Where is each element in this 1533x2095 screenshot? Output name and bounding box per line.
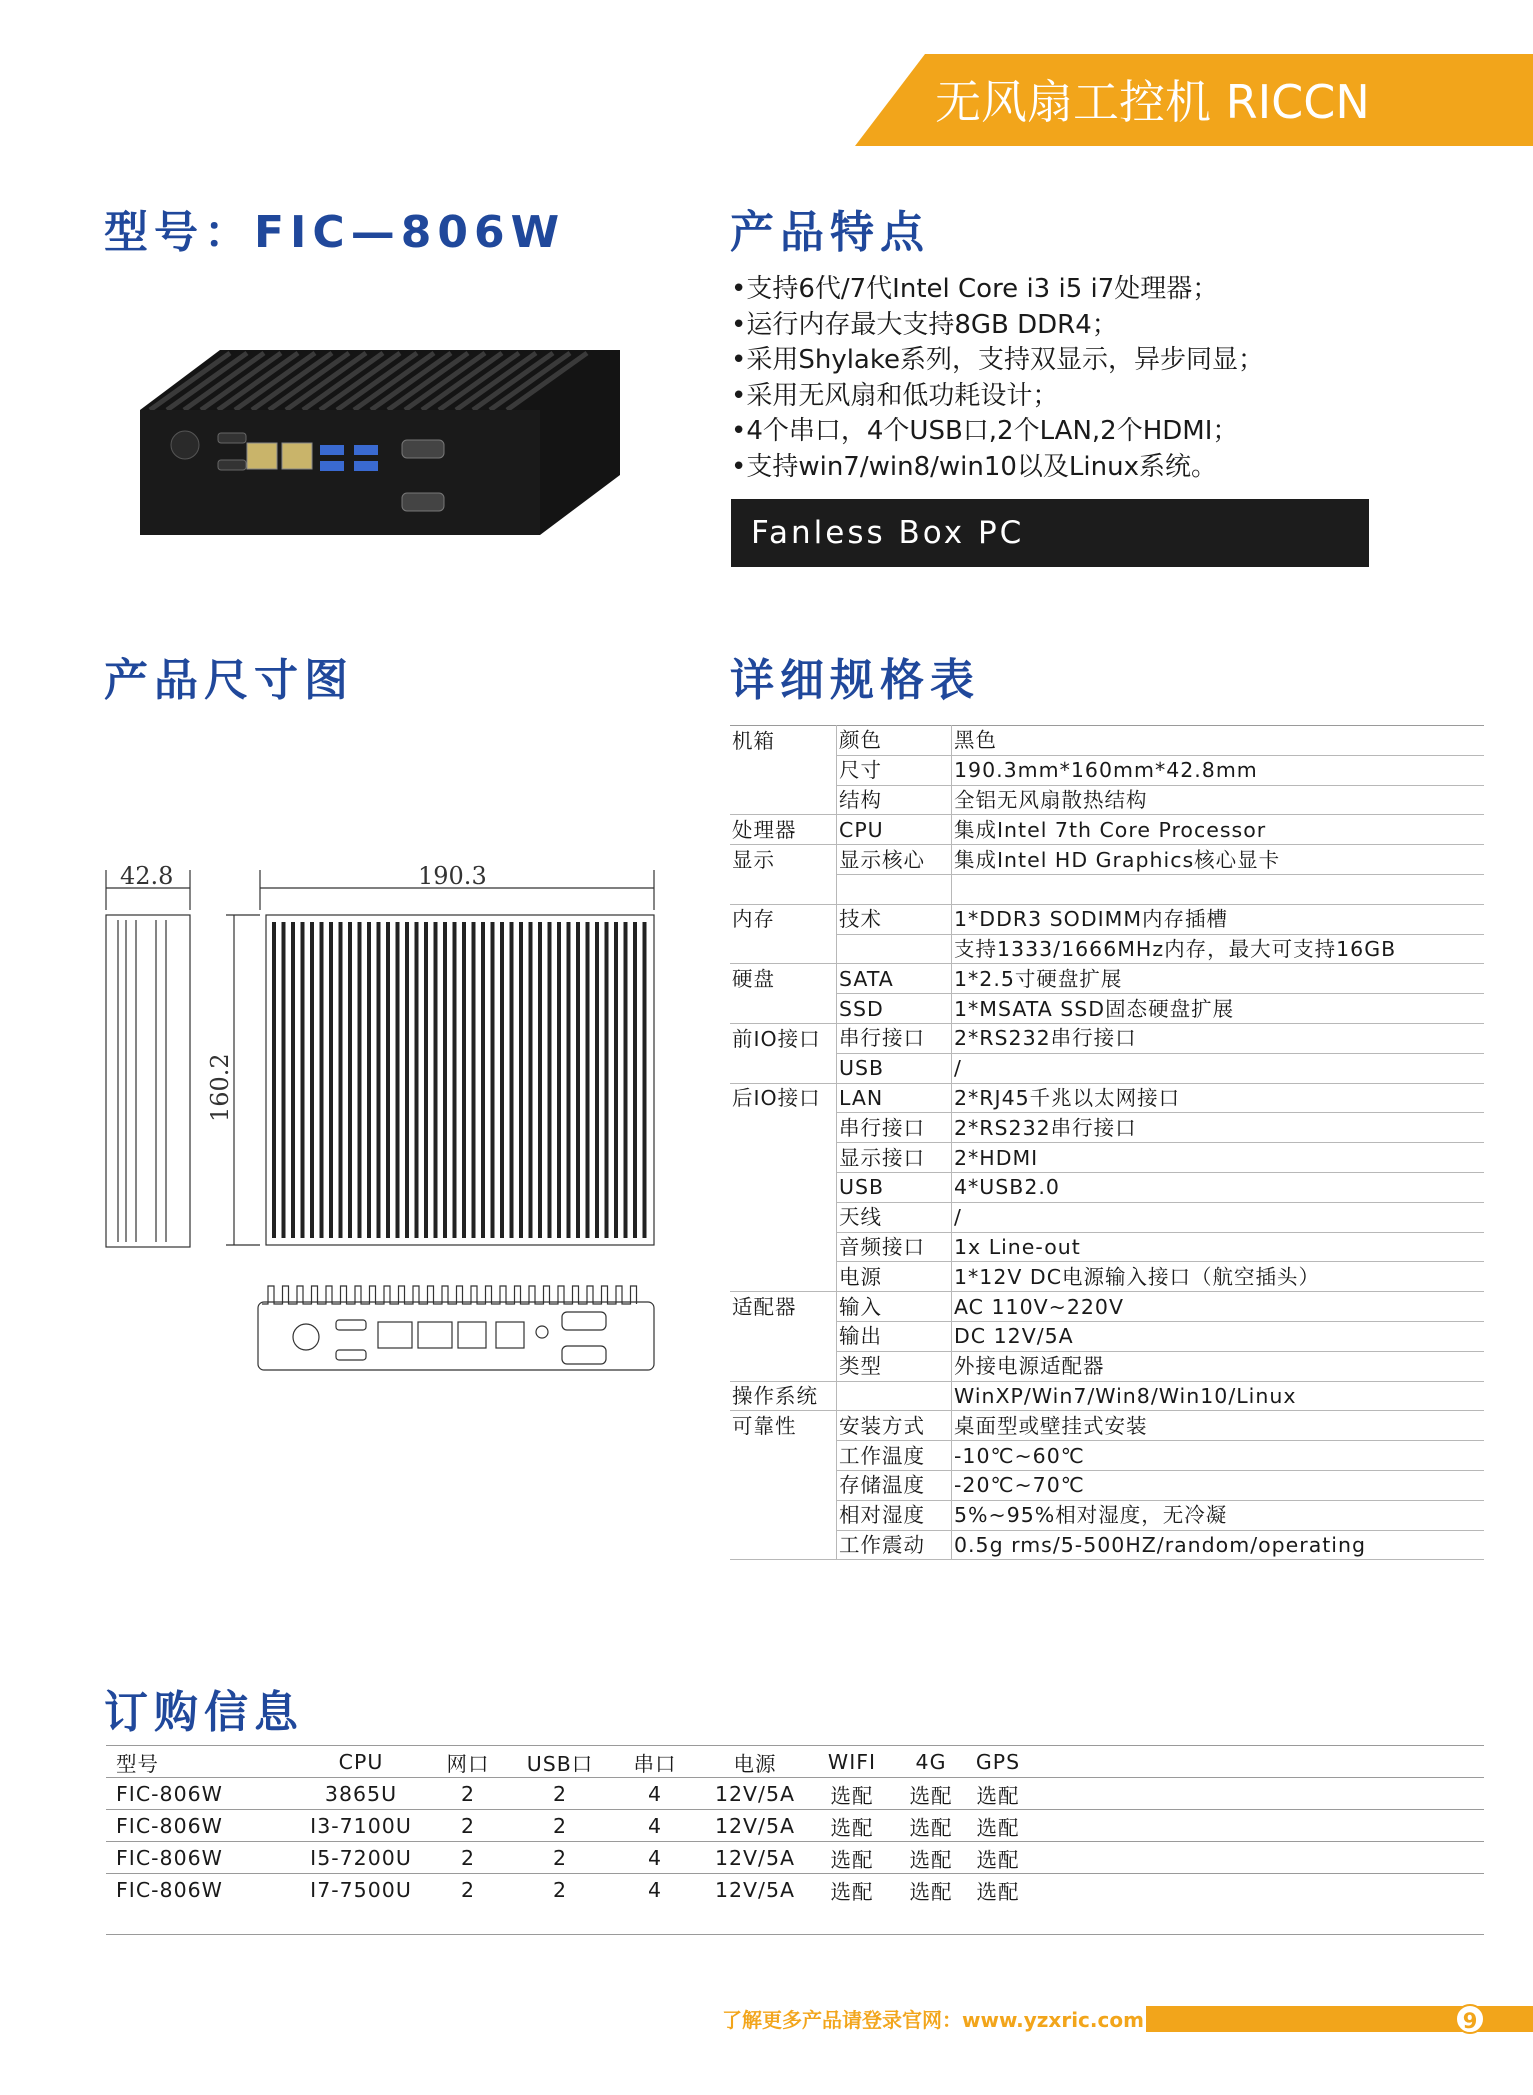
dimension-heading: 产品尺寸图 — [104, 655, 354, 706]
order-row — [106, 1842, 1484, 1874]
spec-item — [837, 934, 952, 964]
spec-item: 音频接口 — [837, 1232, 952, 1262]
order-cell: 2 — [460, 1877, 476, 1902]
order-cell: 选配 — [909, 1879, 953, 1904]
order-row — [106, 1874, 1484, 1906]
product-photo — [140, 345, 620, 535]
order-cell: 选配 — [968, 1842, 1028, 1874]
spec-value: 2*HDMI — [952, 1143, 1485, 1173]
spec-item: USB — [837, 1172, 952, 1202]
spec-item — [837, 1381, 952, 1411]
order-cell: 2 — [552, 1877, 568, 1902]
order-cell: FIC-806W — [106, 1778, 296, 1810]
order-cell: 3865U — [296, 1778, 426, 1810]
feature-item: •支持win7/win8/win10以及Linux系统。 — [731, 451, 1217, 482]
spec-category: 机箱 — [730, 726, 837, 756]
spec-row — [730, 1202, 1484, 1232]
spec-item: LAN — [837, 1083, 952, 1113]
order-header-cell: 网口 — [426, 1746, 510, 1778]
spec-value: DC 12V/5A — [952, 1321, 1485, 1351]
order-header-cell: 串口 — [610, 1746, 700, 1778]
spec-row — [730, 1411, 1484, 1441]
fin-line — [586, 922, 590, 1238]
spec-row — [730, 1232, 1484, 1262]
spec-category — [730, 1262, 837, 1292]
order-cell: 选配 — [976, 1879, 1020, 1904]
spec-category — [730, 1470, 837, 1500]
spec-category — [730, 1172, 837, 1202]
spec-category — [730, 874, 837, 904]
fin-line — [358, 922, 362, 1238]
spec-row — [730, 1053, 1484, 1083]
feature-item: •运行内存最大支持8GB DDR4； — [731, 309, 1118, 340]
fin-line — [272, 922, 276, 1238]
spec-category: 前IO接口 — [730, 1023, 837, 1053]
order-cell: 2 — [426, 1778, 510, 1810]
spec-row — [730, 934, 1484, 964]
spec-category — [730, 1500, 837, 1530]
fin-line — [472, 922, 476, 1238]
spec-value: -20℃~70℃ — [952, 1470, 1485, 1500]
spec-item: 相对湿度 — [837, 1500, 952, 1530]
spec-category: 硬盘 — [730, 964, 837, 994]
spec-item: 显示接口 — [837, 1143, 952, 1173]
spec-category — [730, 1143, 837, 1173]
order-header-cell: 电源 — [700, 1746, 810, 1778]
spec-item: SSD — [837, 994, 952, 1024]
order-cell: FIC-806W — [106, 1810, 296, 1842]
spec-category: 显示 — [730, 845, 837, 875]
model-heading: 型号：FIC—806W — [104, 207, 566, 258]
order-cell: 选配 — [810, 1810, 894, 1842]
spec-item: 存储温度 — [837, 1470, 952, 1500]
features-list — [731, 272, 1511, 485]
fin-line — [538, 922, 542, 1238]
fin-line — [576, 922, 580, 1238]
spec-row — [730, 1321, 1484, 1351]
fin-line — [405, 922, 409, 1238]
order-cell: I5-7200U — [296, 1842, 426, 1874]
spec-category — [730, 1351, 837, 1381]
fin-line — [424, 922, 428, 1238]
spec-row — [730, 815, 1484, 845]
dimension-drawing — [100, 860, 670, 1400]
spec-item: 天线 — [837, 1202, 952, 1232]
spec-item: 技术 — [837, 904, 952, 934]
fanless-label: Fanless Box PC — [731, 499, 1369, 567]
spec-row — [730, 1500, 1484, 1530]
spec-category — [730, 1053, 837, 1083]
order-spacer — [1028, 1778, 1484, 1810]
spec-value: 全铝无风扇散热结构 — [952, 785, 1485, 815]
spec-row — [730, 994, 1484, 1024]
feature-item: •采用Shylake系列，支持双显示，异步同显； — [731, 345, 1264, 375]
fin-line — [519, 922, 523, 1238]
spec-value: 2*RS232串行接口 — [952, 1113, 1485, 1143]
fin-line — [491, 922, 495, 1238]
top-view-fins — [272, 922, 647, 1238]
order-cell: 2 — [510, 1810, 610, 1842]
spec-category: 适配器 — [730, 1292, 837, 1322]
order-cell: 4 — [647, 1877, 663, 1902]
order-table-bottom-rule — [106, 1934, 1484, 1935]
order-cell: 选配 — [830, 1879, 874, 1904]
spec-item: 尺寸 — [837, 755, 952, 785]
spec-value: 集成Intel 7th Core Processor — [952, 815, 1485, 845]
fin-line — [291, 922, 295, 1238]
order-cell: 选配 — [894, 1778, 968, 1810]
spec-value: 支持1333/1666MHz内存，最大可支持16GB — [952, 934, 1485, 964]
order-spacer — [1028, 1810, 1484, 1842]
spec-heading: 详细规格表 — [730, 655, 980, 706]
order-header-cell: 型号 — [106, 1746, 296, 1778]
order-cell: 选配 — [894, 1810, 968, 1842]
fin-line — [605, 922, 609, 1238]
dim-depth-label: 160.2 — [206, 1053, 234, 1122]
spec-category — [730, 994, 837, 1024]
spec-value: 1x Line-out — [952, 1232, 1485, 1262]
spec-value: 0.5g rms/5-500HZ/random/operating — [952, 1530, 1485, 1560]
order-heading: 订购信息 — [104, 1687, 304, 1738]
order-cell: I7-7500U — [310, 1877, 412, 1902]
fin-line — [443, 922, 447, 1238]
order-spacer — [1028, 1842, 1484, 1874]
feature-item: •支持6代/7代Intel Core i3 i5 i7处理器； — [731, 274, 1219, 304]
spec-row — [730, 845, 1484, 875]
spec-row — [730, 874, 1484, 904]
spec-item: 串行接口 — [837, 1113, 952, 1143]
spec-value — [952, 874, 1485, 904]
fin-line — [320, 922, 324, 1238]
fin-line — [567, 922, 571, 1238]
order-cell: 12V/5A — [700, 1810, 810, 1842]
spec-row — [730, 785, 1484, 815]
spec-category — [730, 934, 837, 964]
order-cell: 12V/5A — [700, 1842, 810, 1874]
fin-line — [386, 922, 390, 1238]
spec-value: 1*12V DC电源输入接口（航空插头） — [952, 1262, 1485, 1292]
spec-item: 结构 — [837, 785, 952, 815]
spec-row — [730, 1143, 1484, 1173]
spec-value: 黑色 — [952, 726, 1485, 756]
spec-row — [730, 904, 1484, 934]
spec-item: CPU — [837, 815, 952, 845]
spec-row — [730, 1351, 1484, 1381]
order-cell: 选配 — [968, 1810, 1028, 1842]
spec-row — [730, 1381, 1484, 1411]
spec-item: 输入 — [837, 1292, 952, 1322]
order-header-cell: 4G — [894, 1746, 968, 1778]
fin-line — [529, 922, 533, 1238]
order-cell: 选配 — [810, 1842, 894, 1874]
fin-line — [500, 922, 504, 1238]
order-row — [106, 1778, 1484, 1810]
fin-line — [633, 922, 637, 1238]
order-cell: 2 — [426, 1810, 510, 1842]
order-header-cell: CPU — [296, 1746, 426, 1778]
spec-category: 操作系统 — [730, 1381, 837, 1411]
spec-value: 190.3mm*160mm*42.8mm — [952, 755, 1485, 785]
spec-value: WinXP/Win7/Win8/Win10/Linux — [952, 1381, 1485, 1411]
spec-item: 电源 — [837, 1262, 952, 1292]
fin-line — [377, 922, 381, 1238]
spec-value: 2*RS232串行接口 — [952, 1023, 1485, 1053]
order-header-cell: GPS — [968, 1746, 1028, 1778]
order-header-cell: WIFI — [810, 1746, 894, 1778]
spec-item: 安装方式 — [837, 1411, 952, 1441]
spec-category — [730, 755, 837, 785]
spec-value: 5%~95%相对湿度，无冷凝 — [952, 1500, 1485, 1530]
spec-item: 显示核心 — [837, 845, 952, 875]
spec-row — [730, 1292, 1484, 1322]
fin-line — [329, 922, 333, 1238]
spec-row — [730, 1083, 1484, 1113]
spec-table — [730, 725, 1484, 1560]
spec-value: / — [952, 1053, 1485, 1083]
spec-item: 串行接口 — [837, 1023, 952, 1053]
fin-line — [367, 922, 371, 1238]
features-heading: 产品特点 — [730, 207, 930, 258]
spec-row — [730, 1441, 1484, 1471]
fin-line — [415, 922, 419, 1238]
spec-value: 1*2.5寸硬盘扩展 — [952, 964, 1485, 994]
order-cell: 12V/5A — [700, 1778, 810, 1810]
fin-line — [434, 922, 438, 1238]
order-cell: FIC-806W — [106, 1842, 296, 1874]
fin-line — [548, 922, 552, 1238]
order-cell: 选配 — [810, 1778, 894, 1810]
spec-item — [837, 874, 952, 904]
spec-item: 类型 — [837, 1351, 952, 1381]
spec-item: 输出 — [837, 1321, 952, 1351]
spec-row — [730, 726, 1484, 756]
fin-line — [614, 922, 618, 1238]
fin-line — [595, 922, 599, 1238]
spec-row — [730, 1530, 1484, 1560]
order-cell: 2 — [510, 1778, 610, 1810]
spec-value: -10℃~60℃ — [952, 1441, 1485, 1471]
fin-line — [339, 922, 343, 1238]
spec-category: 后IO接口 — [730, 1083, 837, 1113]
spec-category: 可靠性 — [730, 1411, 837, 1441]
spec-row — [730, 964, 1484, 994]
spec-value: 外接电源适配器 — [952, 1351, 1485, 1381]
fin-line — [301, 922, 305, 1238]
spec-category: 内存 — [730, 904, 837, 934]
spec-row — [730, 755, 1484, 785]
fin-line — [282, 922, 286, 1238]
front-view-fins — [262, 1286, 637, 1304]
spec-value: 2*RJ45千兆以太网接口 — [952, 1083, 1485, 1113]
order-cell: 12V/5A — [714, 1877, 796, 1902]
fin-line — [396, 922, 400, 1238]
dim-length-label: 190.3 — [418, 862, 487, 890]
order-cell: 2 — [426, 1842, 510, 1874]
spec-row — [730, 1113, 1484, 1143]
page-number: 9 — [1455, 2004, 1485, 2034]
spec-item: USB — [837, 1053, 952, 1083]
spec-row — [730, 1262, 1484, 1292]
spec-category — [730, 1441, 837, 1471]
spec-row — [730, 1023, 1484, 1053]
fin-line — [348, 922, 352, 1238]
spec-value: 1*MSATA SSD固态硬盘扩展 — [952, 994, 1485, 1024]
feature-item: •采用无风扇和低功耗设计； — [731, 380, 1059, 411]
order-cell: I3-7100U — [296, 1810, 426, 1842]
spec-category — [730, 1113, 837, 1143]
banner-title: 无风扇工控机 RICCN — [935, 75, 1370, 129]
spec-category: 处理器 — [730, 815, 837, 845]
fin-line — [462, 922, 466, 1238]
order-header-cell: USB口 — [510, 1746, 610, 1778]
spec-row — [730, 1470, 1484, 1500]
order-cell: 选配 — [894, 1842, 968, 1874]
order-cell: 4 — [610, 1810, 700, 1842]
spec-row — [730, 1172, 1484, 1202]
spec-category — [730, 1321, 837, 1351]
spec-value: AC 110V~220V — [952, 1292, 1485, 1322]
spec-value: / — [952, 1202, 1485, 1232]
order-row — [106, 1810, 1484, 1842]
fin-line — [643, 922, 647, 1238]
spec-value: 4*USB2.0 — [952, 1172, 1485, 1202]
spec-value: 1*DDR3 SODIMM内存插槽 — [952, 904, 1485, 934]
order-header-spacer — [1028, 1746, 1484, 1778]
spec-item: 颜色 — [837, 726, 952, 756]
spec-item: 工作温度 — [837, 1441, 952, 1471]
order-cell: 选配 — [968, 1778, 1028, 1810]
spec-value: 桌面型或壁挂式安装 — [952, 1411, 1485, 1441]
spec-item: 工作震动 — [837, 1530, 952, 1560]
fin-line — [510, 922, 514, 1238]
footer-website-text: 了解更多产品请登录官网：www.yzxric.com — [722, 2008, 1144, 2032]
feature-item: •4个串口，4个USB口,2个LAN,2个HDMI； — [731, 416, 1239, 446]
order-cell: 4 — [610, 1778, 700, 1810]
order-spacer — [1028, 1874, 1484, 1906]
fin-line — [557, 922, 561, 1238]
spec-category — [730, 1530, 837, 1560]
spec-value: 集成Intel HD Graphics核心显卡 — [952, 845, 1485, 875]
dim-width-label: 42.8 — [120, 862, 174, 890]
order-cell: FIC-806W — [116, 1877, 223, 1902]
spec-item: SATA — [837, 964, 952, 994]
spec-category — [730, 1202, 837, 1232]
spec-category — [730, 785, 837, 815]
fin-line — [624, 922, 628, 1238]
order-table — [106, 1745, 1484, 1905]
fin-line — [453, 922, 457, 1238]
order-cell: 2 — [510, 1842, 610, 1874]
spec-category — [730, 1232, 837, 1262]
order-cell: 4 — [610, 1842, 700, 1874]
fin-line — [310, 922, 314, 1238]
fin-line — [481, 922, 485, 1238]
